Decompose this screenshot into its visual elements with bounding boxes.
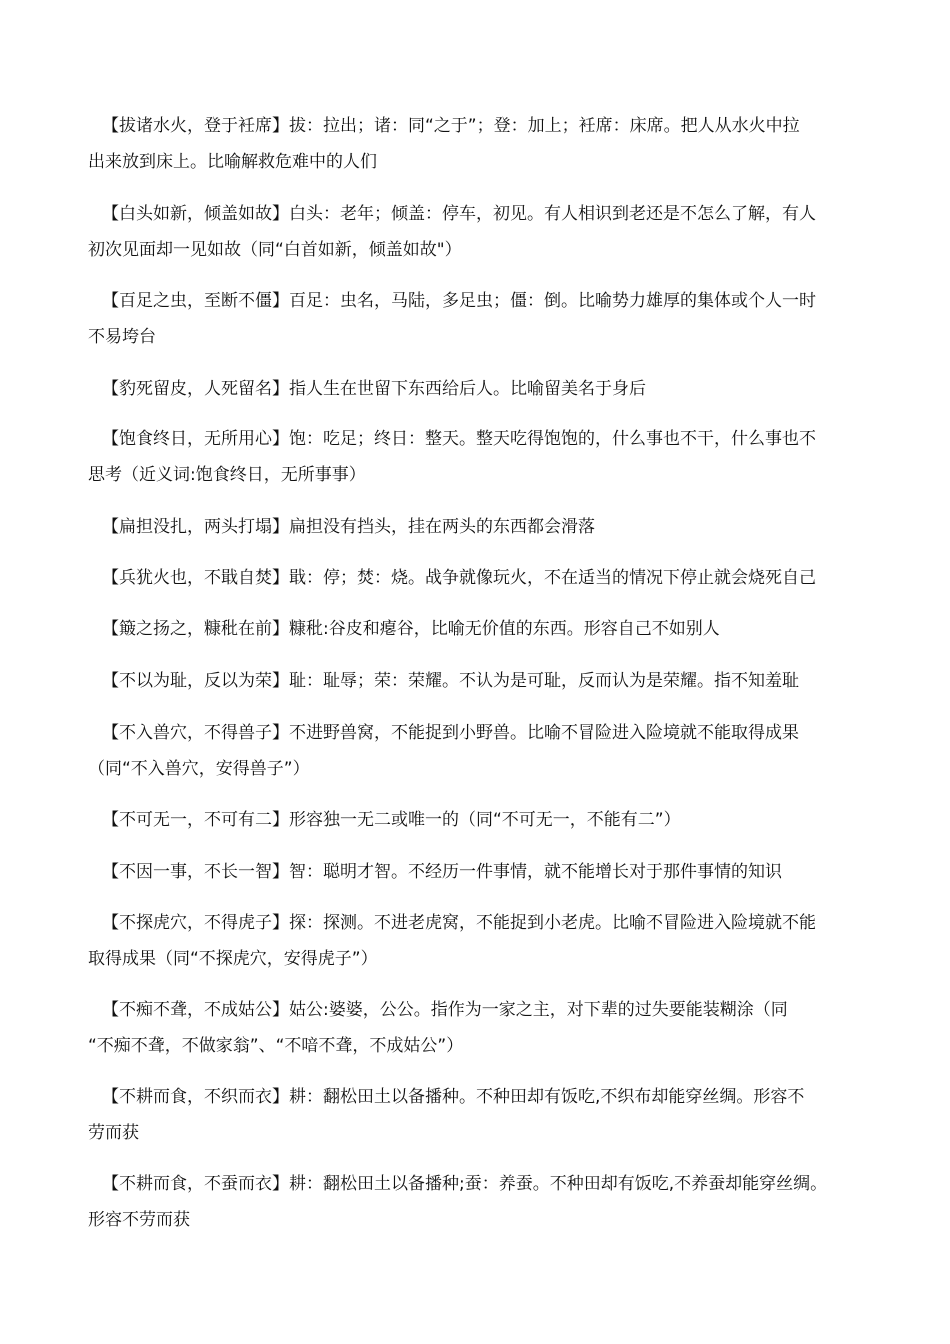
idiom-entry <box>88 992 878 1064</box>
entry-line: 【不以为耻，反以为荣】耻：耻辱；荣：荣耀。不认为是可耻，反而认为是荣耀。指不知羞耻 <box>102 671 799 691</box>
entry-line: 【不入兽穴，不得兽子】不进野兽窝，不能捉到小野兽。比喻不冒险进入险境就不能取得成果 <box>102 723 799 743</box>
entry-line: 出来放到床上。比喻解救危难中的人们 <box>88 152 377 172</box>
entry-line: 不易垮台 <box>88 327 156 347</box>
entry-line: 【簸之扬之，糠秕在前】糠秕:谷皮和瘪谷，比喻无价值的东西。形容自己不如别人 <box>102 619 720 639</box>
idiom-entry <box>88 663 878 699</box>
entry-line: “不痴不聋，不做家翁”、“不喑不聋，不成姑公”） <box>88 1036 464 1056</box>
idiom-entry <box>88 854 878 890</box>
idiom-entry <box>88 371 878 407</box>
entry-line: 【不耕而食，不织而衣】耕：翻松田土以备播种。不种田却有饭吃,不织布却能穿丝绸。形容不 <box>102 1087 805 1107</box>
entry-line: 形容不劳而获 <box>88 1210 190 1230</box>
idiom-entry <box>88 108 878 180</box>
entry-line: 【兵犹火也，不戢自焚】戢：停；焚：烧。战争就像玩火，不在适当的情况下停止就会烧死自己 <box>102 568 816 588</box>
entry-line: 【不因一事，不长一智】智：聪明才智。不经历一件事情，就不能增长对于那件事情的知识 <box>102 862 782 882</box>
idiom-entry <box>88 509 878 545</box>
entry-line: 初次见面却一见如故（同“白首如新，倾盖如故"） <box>88 240 462 260</box>
idiom-entry <box>88 802 878 838</box>
entry-line: 【饱食终日，无所用心】饱：吃足；终日：整天。整天吃得饱饱的，什么事也不干，什么事也不 <box>102 429 816 449</box>
entry-line: 【不可无一，不可有二】形容独一无二或唯一的（同“不可无一，不能有二”） <box>102 810 681 830</box>
entry-line: 【不耕而食，不蚕而衣】耕：翻松田土以备播种;蚕：养蚕。不种田却有饭吃,不养蚕却能穿丝绸。 <box>102 1174 828 1194</box>
idiom-entry <box>88 421 878 493</box>
idiom-entry <box>88 1166 878 1238</box>
entry-line: 思考（近义词:饱食终日，无所事事） <box>88 465 366 485</box>
idiom-entry <box>88 905 878 977</box>
entry-line: 【扁担没扎，两头打塌】扁担没有挡头，挂在两头的东西都会滑落 <box>102 517 595 537</box>
entry-line: 劳而获 <box>88 1123 139 1143</box>
entry-line: 【不痴不聋，不成姑公】姑公:婆婆，公公。指作为一家之主，对下辈的过失要能装糊涂（同 <box>102 1000 788 1020</box>
idiom-entry <box>88 715 878 787</box>
entry-line: 【拔诸水火，登于衽席】拔：拉出；诸：同“之于”；登：加上；衽席：床席。把人从水火中拉 <box>102 116 800 136</box>
entry-line: 【百足之虫，至断不僵】百足：虫名，马陆，多足虫；僵：倒。比喻势力雄厚的集体或个人一时 <box>102 291 816 311</box>
entry-line: 【白头如新，倾盖如故】白头：老年；倾盖：停车，初见。有人相识到老还是不怎么了解，有人 <box>102 204 816 224</box>
entry-line: （同“不入兽穴，安得兽子”） <box>88 759 310 779</box>
idiom-entry <box>88 1079 878 1151</box>
entry-line: 【不探虎穴，不得虎子】探：探测。不进老虎窝，不能捉到小老虎。比喻不冒险进入险境就不能 <box>102 913 816 933</box>
idiom-entry <box>88 560 878 596</box>
idiom-entry <box>88 611 878 647</box>
idiom-entry <box>88 196 878 268</box>
entry-line: 取得成果（同“不探虎穴，安得虎子”） <box>88 949 378 969</box>
entry-line: 【豹死留皮，人死留名】指人生在世留下东西给后人。比喻留美名于身后 <box>102 379 646 399</box>
idiom-entry <box>88 283 878 355</box>
